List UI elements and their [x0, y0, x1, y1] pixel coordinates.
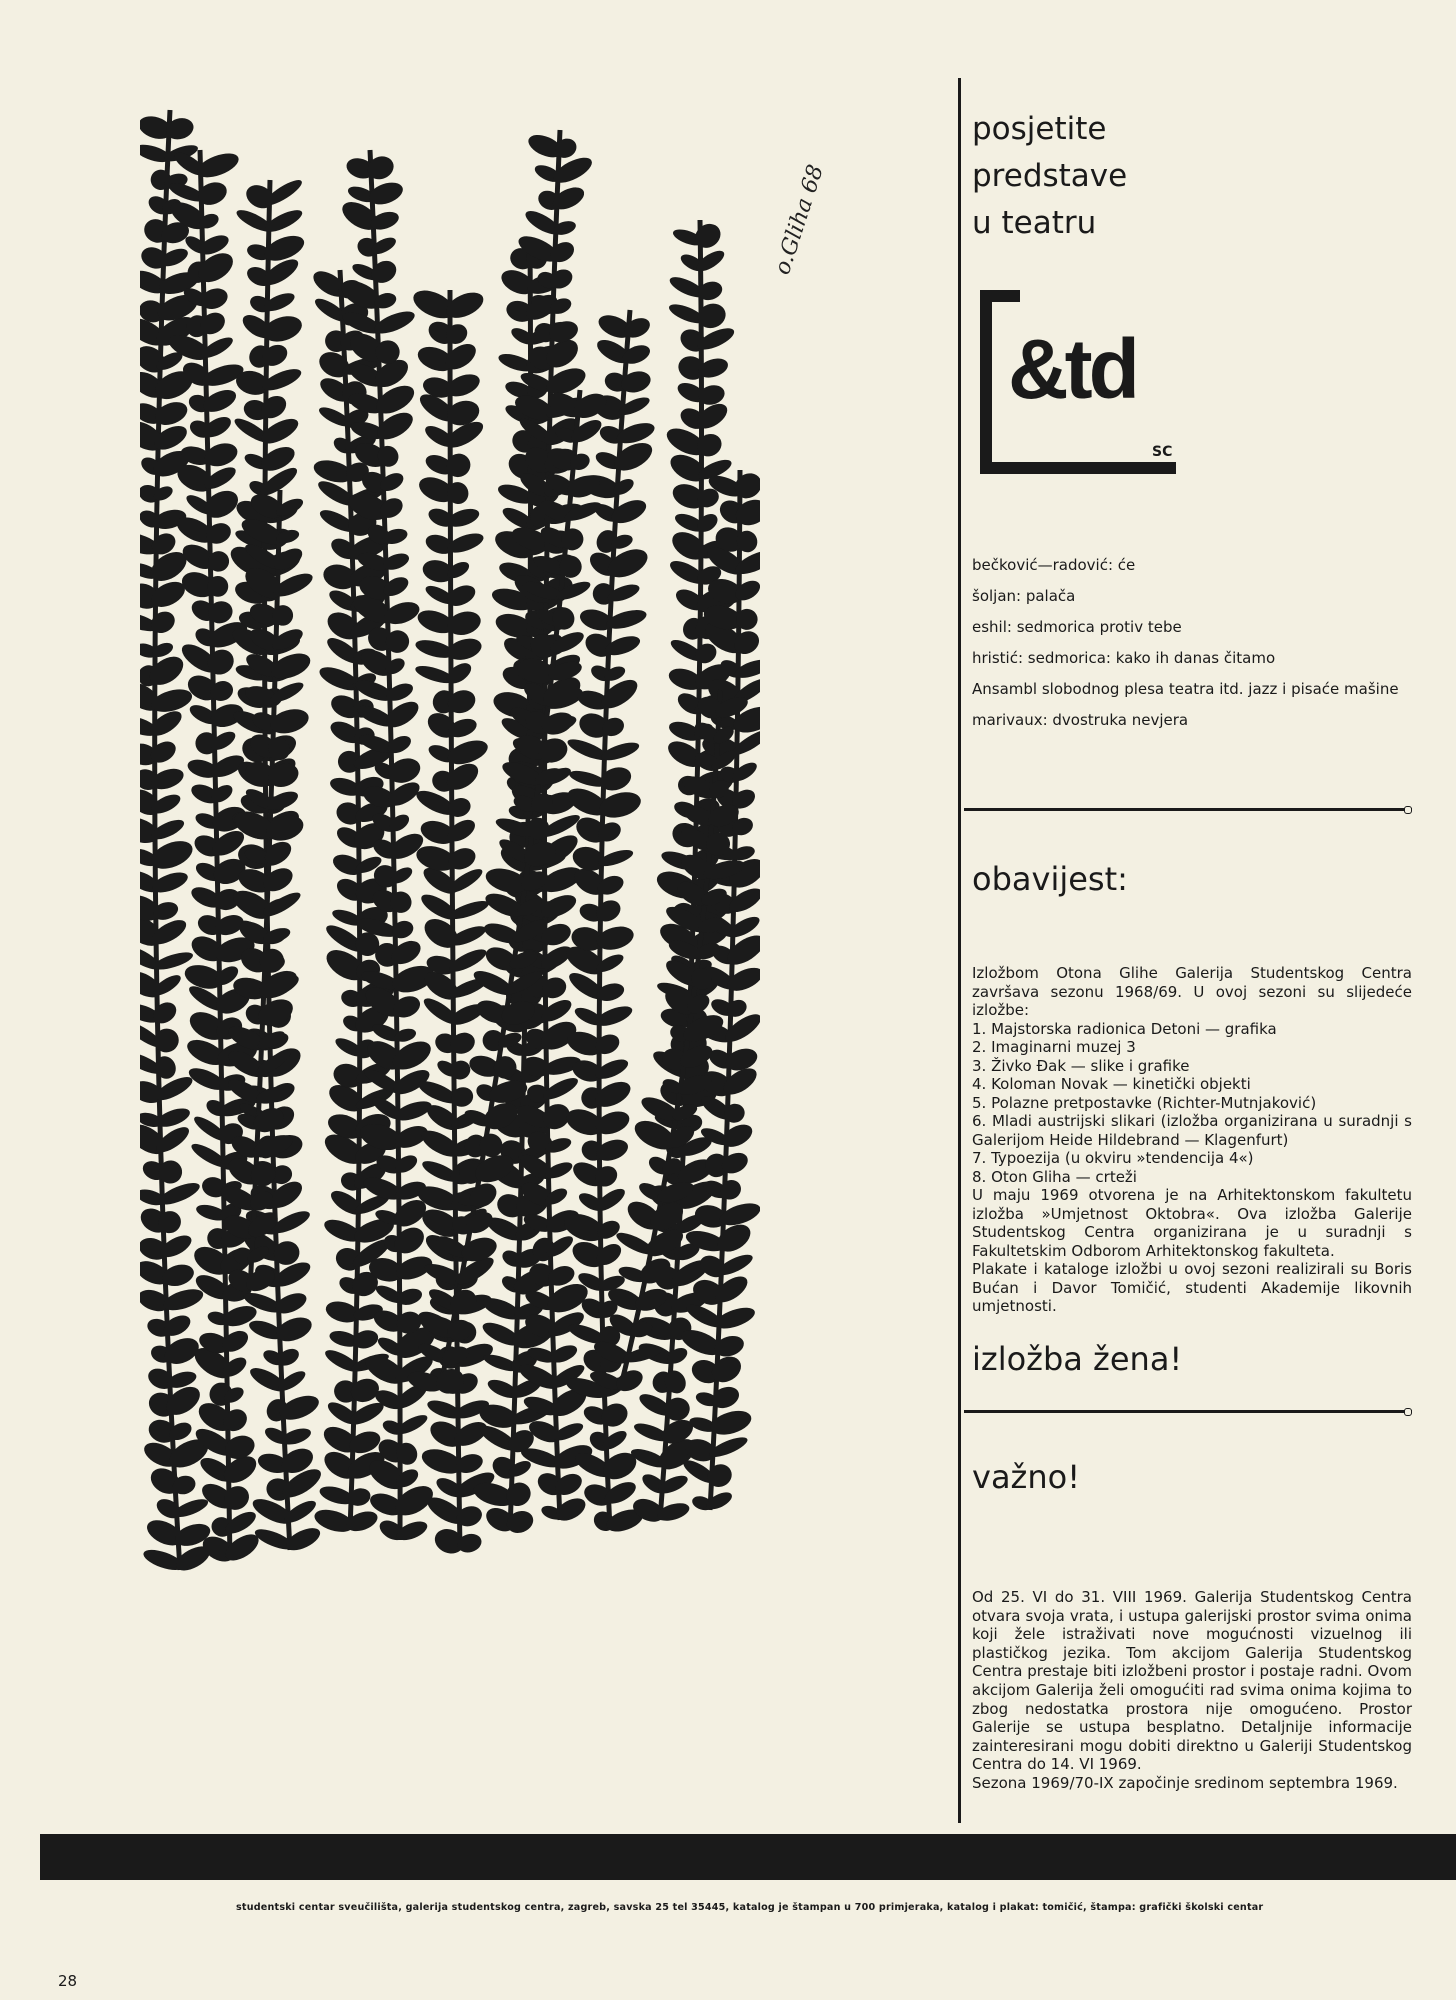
important-paragraph: Od 25. VI do 31. VIII 1969. Galerija Studentskog Centra otvara svoja vrata, i ustupa galerijski prostor svima onima koji žele istraživati nove mogućnosti vizuelnog ili plastičkog jezika. Tom akcijom Galerija Studentskog Centra prestaje biti izložbeni prostor i postaje radni. Ovom akcijom Galerija želi omogućiti rad svima onima kojima to zbog nedostatka prostora nije omogućeno. Prostor Galerije se ustupa besplatno. Detaljnije informacije zainteresirani mogu dobiti direktno u Galeriji Studentskog Centra do 14. VI 1969.	[972, 1588, 1412, 1774]
footer-bar	[40, 1834, 1456, 1880]
page-number: 28	[58, 1972, 78, 1990]
notice-intro: Izložbom Otona Glihe Galerija Studentskog Centra završava sezonu 1968/69. U ovoj sezoni su slijedeće izložbe:	[972, 964, 1412, 1019]
important-title: važno!	[972, 1458, 1081, 1496]
logo-text: &td	[1008, 322, 1136, 416]
important-closing: Sezona 1969/70-IX započinje sredinom septembra 1969.	[972, 1773, 1398, 1792]
exhibition-item: 5. Polazne pretpostavke (Richter-Mutnjaković)	[972, 1093, 1317, 1112]
play-item: marivaux: dvostruka nevjera	[972, 711, 1189, 729]
exhibition-item: 3. Živko Đak — slike i grafike	[972, 1056, 1190, 1075]
section-divider	[964, 1410, 1412, 1413]
exhibition-women-title: izložba žena!	[972, 1340, 1183, 1378]
heading-line: predstave	[972, 158, 1128, 194]
notice-body	[972, 964, 1412, 1316]
play-item: Ansambl slobodnog plesa teatra itd. jazz i pisaće mašine	[972, 680, 1399, 698]
important-body	[972, 1588, 1412, 1793]
heading-line: posjetite	[972, 111, 1107, 147]
exhibition-item: 4. Koloman Novak — kinetički objekti	[972, 1075, 1251, 1093]
exhibition-list	[972, 1020, 1412, 1187]
column-divider	[958, 78, 961, 1823]
play-item: šoljan: palača	[972, 587, 1076, 605]
play-item: eshil: sedmorica protiv tebe	[972, 618, 1182, 636]
play-list	[972, 556, 1412, 742]
exhibition-item: 6. Mladi austrijski slikari (izložba organizirana u suradnji s Galerijom Heide Hildebrand — Klagenfurt)	[972, 1112, 1412, 1149]
notice-title: obavijest:	[972, 860, 1128, 898]
exhibition-item: 2. Imaginarni muzej 3	[972, 1038, 1136, 1056]
logo-mark: SC	[1152, 444, 1173, 460]
exhibition-item: 1. Majstorska radionica Detoni — grafika	[972, 1019, 1277, 1038]
heading-line: u teatru	[972, 205, 1097, 241]
td-theatre-logo	[978, 286, 1178, 486]
ink-drawing-artwork	[140, 90, 760, 1590]
notice-paragraph: U maju 1969 otvorena je na Arhitektonskom fakultetu izložba »Umjetnost Oktobra«. Ova izložba Galerije Studentskog Centra organizirana je u suradnji s Fakultetskim Odborom Arhitektonskog fakulteta.	[972, 1186, 1412, 1260]
notice-paragraph: Plakate i kataloge izložbi u ovoj sezoni realizirali su Boris Bućan i Davor Tomičić, studenti Akademije likovnih umjetnosti.	[972, 1260, 1412, 1315]
theatre-heading	[972, 106, 1272, 247]
section-divider	[964, 808, 1412, 811]
play-item: bečković—radović: će	[972, 556, 1136, 574]
artist-signature: o.Gliha 68	[770, 161, 829, 278]
play-item: hristić: sedmorica: kako ih danas čitamo	[972, 649, 1276, 667]
imprint: studentski centar sveučilišta, galerija studentskog centra, zagreb, savska 25 tel 35445, katalog je štampan u 700 primjeraka, katalog i plakat: tomičić, štampa: grafički školski centar	[236, 1902, 1264, 1913]
exhibition-item: 7. Typoezija (u okviru »tendencija 4«)	[972, 1149, 1254, 1167]
exhibition-item: 8. Oton Gliha — crteži	[972, 1167, 1137, 1186]
